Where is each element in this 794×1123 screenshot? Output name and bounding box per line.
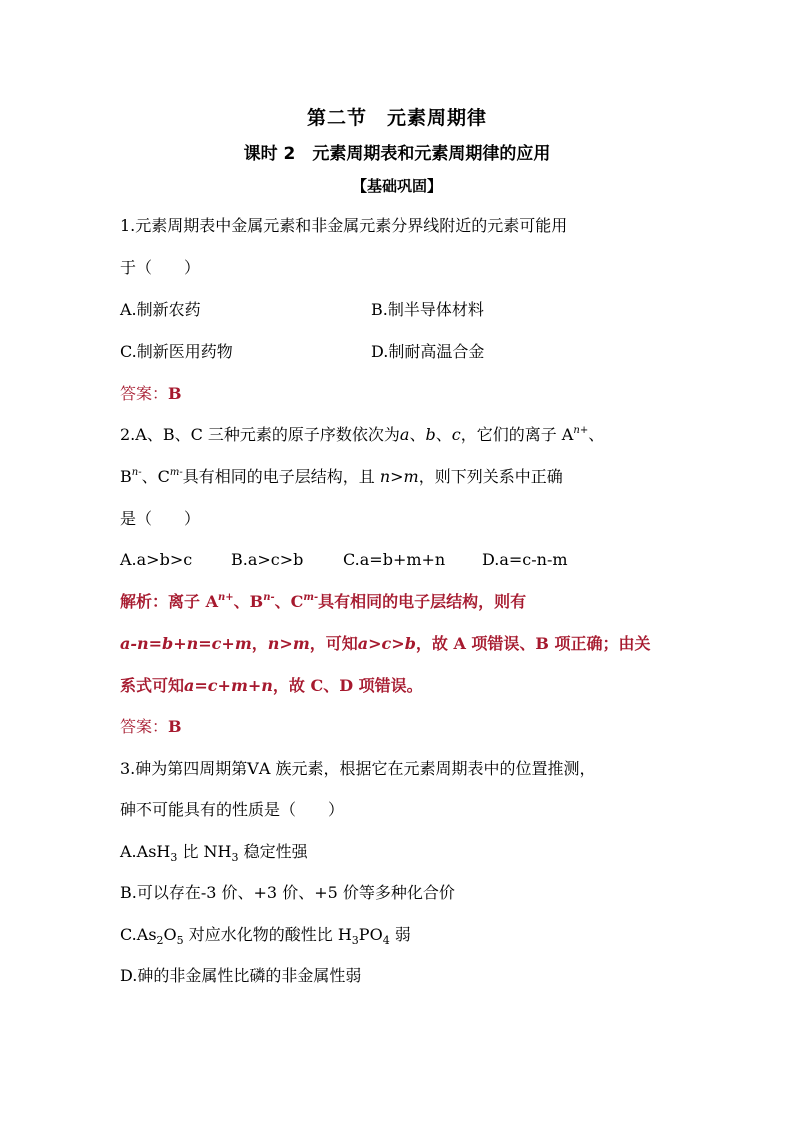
explanation-text: ，可知	[309, 634, 358, 653]
q2-stem-text: ，它们的离子 A	[460, 425, 574, 444]
q2-option-d: D.a=c-n-m	[482, 550, 568, 569]
answer-value: B	[168, 384, 182, 403]
q1-option-c: C.制新医用药物	[120, 342, 233, 361]
q1-stem-line2: 于（ ）	[120, 258, 201, 277]
answer-label: 答案：	[120, 384, 169, 403]
option-text: A.AsH	[120, 842, 171, 861]
answer-label: 答案：	[120, 717, 169, 736]
explanation-label: 解析：	[120, 592, 169, 611]
charge-a: n+	[573, 425, 589, 436]
q2-explanation-line2	[120, 634, 651, 654]
charge-a: n+	[218, 592, 234, 603]
q2-stem-line2	[120, 467, 563, 487]
option-text: 比 NH	[177, 842, 232, 861]
sep: 、	[141, 467, 158, 486]
explanation-text: ，	[251, 634, 268, 653]
option-text: C.As	[120, 925, 157, 944]
explanation-text: ，故 A 项错误、B 项正确；由关	[415, 634, 651, 653]
q2-stem-line3: 是（ ）	[120, 509, 201, 528]
q2-stem-line1	[120, 425, 604, 445]
q3-option-b: B.可以存在-3 价、+3 价、+5 价等多种化合价	[120, 883, 455, 902]
q2-option-b: B.a>c>b	[231, 550, 304, 569]
q2-stem-text: ，则下列关系中正确	[418, 467, 563, 486]
charge-c: m-	[303, 592, 319, 603]
ion-c: C	[157, 467, 170, 486]
q2-explanation-line1	[120, 592, 526, 612]
relation: a>c>b	[357, 634, 416, 653]
q1-option-a: A.制新农药	[120, 300, 201, 319]
explanation-text: 系式可知	[120, 676, 185, 695]
q2-stem-text: 具有相同的电子层结构，且	[182, 467, 380, 486]
charge-b: n-	[131, 467, 142, 478]
lesson-subtitle: 课时 2 元素周期表和元素周期律的应用	[243, 144, 551, 164]
subscript: 3	[231, 851, 239, 864]
q3-option-a	[120, 842, 308, 862]
option-text: PO	[358, 925, 383, 944]
option-text: 对应水化物的酸性比 H	[183, 925, 352, 944]
var-b: b	[425, 425, 436, 444]
q3-option-d: D.砷的非金属性比磷的非金属性弱	[120, 966, 362, 985]
sep: 、	[409, 425, 426, 444]
explanation-text: 具有相同的电子层结构，则有	[318, 592, 527, 611]
sep: 、	[588, 425, 605, 444]
sep: 、	[435, 425, 452, 444]
q2-option-c: C.a=b+m+n	[343, 550, 446, 569]
q1-answer	[120, 384, 182, 404]
subscript: 4	[382, 934, 390, 947]
charge-c: m-	[169, 467, 183, 478]
var-a: a	[399, 425, 410, 444]
charge-b: n-	[263, 592, 275, 603]
explanation-text: ，故 C、D 项错误。	[272, 676, 423, 695]
answer-value: B	[168, 717, 182, 736]
q3-option-c	[120, 925, 411, 945]
subscript: 2	[156, 934, 164, 947]
q3-stem-line2: 砷不可能具有的性质是（ ）	[120, 800, 345, 819]
explanation-text: 、B	[233, 592, 264, 611]
subscript: 5	[176, 934, 184, 947]
equation: a-n=b+n=c+m	[120, 634, 252, 653]
subscript: 3	[170, 851, 178, 864]
var-c: c	[451, 425, 461, 444]
q1-option-d: D.制耐高温合金	[371, 342, 485, 361]
equation: a=c+m+n	[184, 676, 273, 695]
q2-explanation-line3	[120, 676, 423, 696]
q2-stem-text: 2.A、B、C 三种元素的原子序数依次为	[120, 425, 400, 444]
explanation-text: 、C	[274, 592, 304, 611]
q2-answer	[120, 717, 182, 737]
section-heading: 【基础巩固】	[351, 177, 442, 195]
option-text: 稳定性强	[238, 842, 308, 861]
q1-option-b: B.制半导体材料	[371, 300, 484, 319]
q3-stem-line1: 3.砷为第四周期第ⅤA 族元素，根据它在元素周期表中的位置推测，	[120, 759, 596, 778]
condition: n>m	[267, 634, 310, 653]
condition: n>m	[379, 467, 419, 486]
option-text: O	[163, 925, 177, 944]
q2-option-a: A.a>b>c	[120, 550, 193, 569]
option-text: 弱	[389, 925, 411, 944]
ion-b: B	[120, 467, 132, 486]
page-title: 第二节 元素周期律	[306, 107, 487, 129]
q1-stem-line1: 1.元素周期表中金属元素和非金属元素分界线附近的元素可能用	[120, 216, 568, 235]
subscript: 3	[351, 934, 359, 947]
explanation-text: 离子 A	[168, 592, 219, 611]
